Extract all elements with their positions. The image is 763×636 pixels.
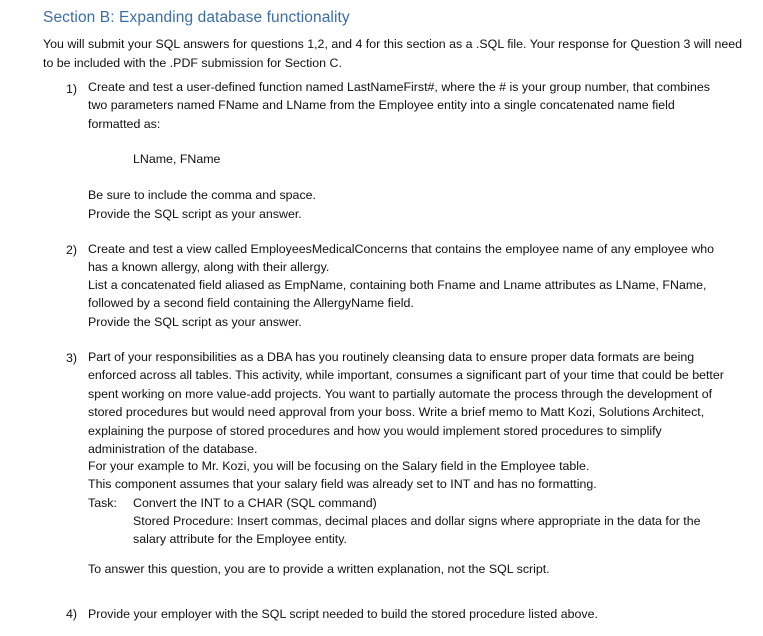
- question-1-format: LName, FName: [133, 152, 221, 166]
- question-4-text: Provide your employer with the SQL script needed to build the stored procedure listed above.: [88, 607, 598, 621]
- question-3-task-label: Task:: [88, 496, 117, 510]
- question-1-number: 1): [66, 82, 78, 96]
- question-3-task-convert: Convert the INT to a CHAR (SQL command): [133, 496, 377, 510]
- question-3-task-stored-procedure: Stored Procedure: Insert commas, decimal places and dollar signs where appropriate in the data for the salary attribute for the Employee entity.: [133, 514, 701, 547]
- question-3-text: Part of your responsibilities as a DBA has you routinely cleansing data to ensure proper data formats are being enforced across all tables. This activity, while important, consumes a significant part of your time that could be better spent working on more value-add projects. You want to partially automate the process through the development of stored procedures but would need approval from your boss. Write a brief memo to Matt Kozi, Solutions Architect, explaining the purpose of stored procedures and how you would implement stored procedures to simplify administration of the database.: [88, 350, 724, 457]
- question-4-number: 4): [66, 607, 78, 621]
- question-1-note-comma: Be sure to include the comma and space.: [88, 188, 316, 202]
- question-3-example: For your example to Mr. Kozi, you will be focusing on the Salary field in the Employee table.: [88, 459, 590, 473]
- section-title: Section B: Expanding database functionality: [43, 9, 350, 26]
- question-2-text: Create and test a view called EmployeesMedicalConcerns that contains the employee name of any employee who has a known allergy, along with their allergy.: [88, 242, 715, 275]
- question-3-assumption: This component assumes that your salary field was already set to INT and has no formatting.: [88, 477, 597, 491]
- question-3-answer-note: To answer this question, you are to provide a written explanation, not the SQL script.: [88, 562, 550, 576]
- question-1-text: Create and test a user-defined function named LastNameFirst#, where the # is your group number, that combines two parameters named FName and LName from the Employee entity into a single concatenated name field formatted as:: [88, 80, 710, 131]
- question-1-note-script: Provide the SQL script as your answer.: [88, 207, 302, 221]
- question-2-note-script: Provide the SQL script as your answer.: [88, 315, 302, 329]
- question-2-number: 2): [66, 243, 78, 257]
- question-3-number: 3): [66, 351, 78, 365]
- question-2-text-alias: List a concatenated field aliased as EmpName, containing both Fname and Lname attributes as LName, FName, followed by a second field containing the AllergyName field.: [88, 278, 707, 311]
- section-intro: You will submit your SQL answers for questions 1,2, and 4 for this section as a .SQL file. Your response for Question 3 will need to be included with the .PDF submission for Section C.: [43, 37, 743, 70]
